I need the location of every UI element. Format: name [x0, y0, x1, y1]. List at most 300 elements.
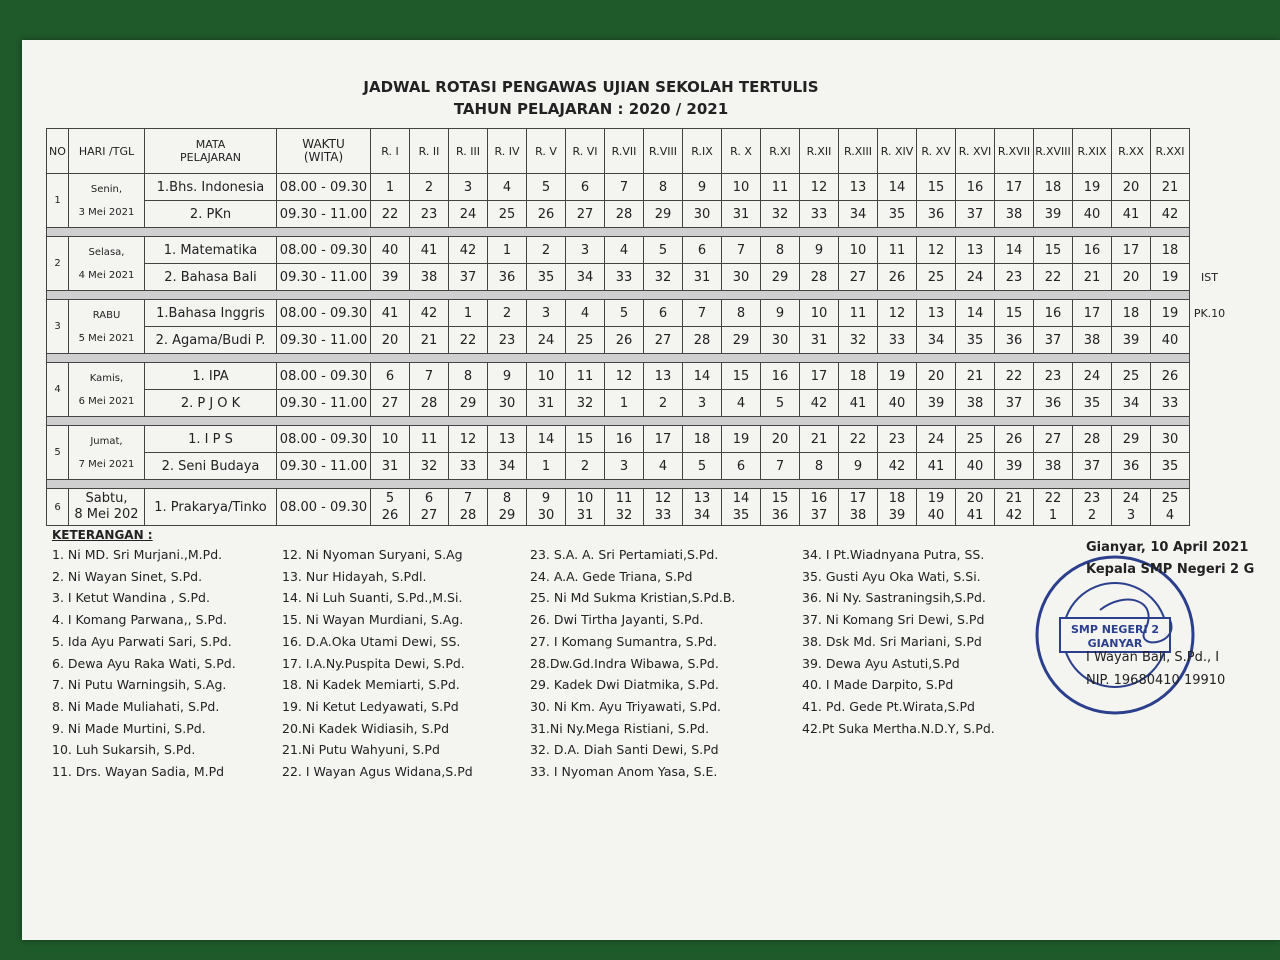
- room-cell: 2: [527, 237, 566, 264]
- time-session-1: 08.00 - 09.30: [277, 237, 371, 264]
- room-value-top: 17: [849, 491, 867, 506]
- time-session-1: 08.00 - 09.30: [277, 363, 371, 390]
- day-date: 7 Mei 2021: [78, 458, 135, 470]
- room-cell: 26: [1151, 363, 1190, 390]
- room-cell: 41: [917, 453, 956, 480]
- side-note: [1190, 426, 1230, 453]
- header-room: R. XIV: [878, 129, 917, 174]
- room-cell: 37: [1034, 327, 1073, 354]
- legend-entry: 9. Ni Made Murtini, S.Pd.: [52, 720, 206, 736]
- side-note: [1190, 327, 1230, 354]
- room-cell: 19: [878, 363, 917, 390]
- room-cell: 9: [800, 237, 839, 264]
- room-cell: 20: [1112, 174, 1151, 201]
- room-cell: 19: [1151, 264, 1190, 291]
- room-cell: [1073, 489, 1112, 526]
- legend-heading: KETERANGAN :: [52, 528, 153, 542]
- day-name: Jumat,: [90, 435, 123, 447]
- room-value-bottom: 4: [1165, 508, 1175, 523]
- room-value-top: 9: [541, 491, 551, 506]
- room-value-bottom: 36: [771, 508, 789, 523]
- room-value-bottom: 2: [1087, 508, 1097, 523]
- room-value-top: 7: [463, 491, 473, 506]
- room-cell: 28: [1073, 426, 1112, 453]
- room-cell: 32: [644, 264, 683, 291]
- room-cell: 18: [839, 363, 878, 390]
- room-cell: 18: [1112, 300, 1151, 327]
- subject-session-1: 1.Bhs. Indonesia: [145, 174, 277, 201]
- room-cell: 16: [605, 426, 644, 453]
- legend-entry: 26. Dwi Tirtha Jayanti, S.Pd.: [530, 612, 704, 628]
- room-cell: 31: [527, 390, 566, 417]
- side-note: [1190, 489, 1230, 526]
- schedule-table: [46, 128, 1230, 526]
- room-value-bottom: 41: [966, 508, 984, 523]
- room-cell: 41: [410, 237, 449, 264]
- room-cell: 14: [683, 363, 722, 390]
- room-value-top: 25: [1161, 491, 1179, 506]
- room-value-top: 11: [615, 491, 633, 506]
- room-cell: 5: [605, 300, 644, 327]
- legend-entry: 16. D.A.Oka Utami Dewi, SS.: [282, 633, 461, 649]
- room-cell: [488, 489, 527, 526]
- room-cell: 1: [488, 237, 527, 264]
- document-subtitle: TAHUN PELAJARAN : 2020 / 2021: [453, 100, 729, 118]
- room-value-top: 12: [654, 491, 672, 506]
- room-cell: 12: [605, 363, 644, 390]
- room-cell: 31: [800, 327, 839, 354]
- room-value-top: 14: [732, 491, 750, 506]
- room-cell: 1: [371, 174, 410, 201]
- room-cell: 22: [1034, 264, 1073, 291]
- room-cell: [683, 489, 722, 526]
- time-session-2: 09.30 - 11.00: [277, 201, 371, 228]
- side-note: IST: [1201, 270, 1218, 284]
- legend-entry: 36. Ni Ny. Sastraningsih,S.Pd.: [802, 590, 986, 606]
- room-cell: 35: [956, 327, 995, 354]
- room-cell: 42: [878, 453, 917, 480]
- room-cell: 6: [722, 453, 761, 480]
- table-row: [47, 237, 1230, 264]
- room-value-top: 10: [576, 491, 594, 506]
- signature-place-date: Gianyar, 10 April 2021: [1086, 540, 1249, 555]
- time-session-2: 09.30 - 11.00: [277, 453, 371, 480]
- room-cell: 4: [605, 237, 644, 264]
- separator-cell: [47, 228, 1190, 237]
- subject-session-1: 1. Prakarya/Tinko: [145, 489, 277, 526]
- table-row: [47, 363, 1230, 390]
- room-cell: 25: [488, 201, 527, 228]
- room-cell: 25: [1112, 363, 1151, 390]
- room-cell: 22: [449, 327, 488, 354]
- header-room: R. IV: [488, 129, 527, 174]
- subject-session-2: 2. Agama/Budi P.: [145, 327, 277, 354]
- room-cell: 30: [488, 390, 527, 417]
- room-cell: 29: [644, 201, 683, 228]
- room-cell: 39: [1112, 327, 1151, 354]
- room-cell: 27: [839, 264, 878, 291]
- legend-entry: 8. Ni Made Muliahati, S.Pd.: [52, 698, 220, 714]
- row-separator: [47, 354, 1230, 363]
- row-separator: [47, 480, 1230, 489]
- room-cell: 10: [722, 174, 761, 201]
- room-cell: 15: [995, 300, 1034, 327]
- side-note: [1190, 390, 1230, 417]
- room-cell: 3: [527, 300, 566, 327]
- room-cell: 39: [995, 453, 1034, 480]
- room-cell: 19: [722, 426, 761, 453]
- room-cell: 17: [800, 363, 839, 390]
- time-session-1: 08.00 - 09.30: [277, 489, 371, 526]
- room-cell: [566, 489, 605, 526]
- side-note: [1190, 453, 1230, 480]
- header-no: NO: [47, 129, 69, 174]
- legend-entry: 15. Ni Wayan Murdiani, S.Ag.: [282, 612, 464, 628]
- header-room: R. I: [371, 129, 410, 174]
- room-cell: [878, 489, 917, 526]
- room-cell: 24: [449, 201, 488, 228]
- legend-entry: 24. A.A. Gede Triana, S.Pd: [530, 568, 693, 584]
- room-cell: 5: [527, 174, 566, 201]
- room-cell: 16: [761, 363, 800, 390]
- room-cell: 18: [1034, 174, 1073, 201]
- room-cell: 15: [1034, 237, 1073, 264]
- legend-entry: 19. Ni Ketut Ledyawati, S.Pd: [282, 698, 459, 714]
- room-cell: 15: [722, 363, 761, 390]
- room-cell: 36: [1112, 453, 1151, 480]
- room-value-bottom: 42: [1005, 508, 1023, 523]
- room-cell: 35: [878, 201, 917, 228]
- room-cell: 11: [761, 174, 800, 201]
- header-subject: MATA PELAJARAN: [145, 129, 277, 174]
- legend-entry: 28.Dw.Gd.Indra Wibawa, S.Pd.: [530, 655, 719, 671]
- room-cell: 22: [371, 201, 410, 228]
- room-cell: 36: [488, 264, 527, 291]
- room-cell: 35: [527, 264, 566, 291]
- day-date: 8 Mei 202: [74, 507, 139, 522]
- room-cell: 38: [1073, 327, 1112, 354]
- room-cell: 36: [1034, 390, 1073, 417]
- room-cell: [644, 489, 683, 526]
- time-session-1: 08.00 - 09.30: [277, 426, 371, 453]
- room-cell: 9: [488, 363, 527, 390]
- signature-position: Kepala SMP Negeri 2 G: [1086, 562, 1255, 577]
- legend-entry: 12. Ni Nyoman Suryani, S.Ag: [282, 547, 463, 562]
- room-cell: 6: [566, 174, 605, 201]
- room-cell: 33: [605, 264, 644, 291]
- room-cell: 30: [683, 201, 722, 228]
- room-value-bottom: 40: [927, 508, 945, 523]
- room-cell: 20: [1112, 264, 1151, 291]
- room-cell: 3: [449, 174, 488, 201]
- room-cell: 16: [1073, 237, 1112, 264]
- room-cell: 11: [410, 426, 449, 453]
- room-cell: 20: [761, 426, 800, 453]
- header-room: R.XI: [761, 129, 800, 174]
- room-cell: 14: [956, 300, 995, 327]
- room-cell: 33: [878, 327, 917, 354]
- day-cell: [69, 174, 145, 228]
- legend-entry: 27. I Komang Sumantra, S.Pd.: [530, 633, 718, 649]
- room-cell: 25: [917, 264, 956, 291]
- header-room: R. III: [449, 129, 488, 174]
- room-cell: 11: [566, 363, 605, 390]
- legend-entry: 31.Ni Ny.Mega Ristiani, S.Pd.: [530, 720, 710, 736]
- room-cell: 20: [371, 327, 410, 354]
- room-cell: [839, 489, 878, 526]
- room-cell: 3: [605, 453, 644, 480]
- room-cell: 13: [488, 426, 527, 453]
- side-note: [1190, 201, 1230, 228]
- room-value-top: 8: [502, 491, 512, 506]
- svg-text:GIANYAR: GIANYAR: [1087, 637, 1143, 650]
- legend-column-1: [52, 544, 236, 783]
- day-number: 4: [47, 363, 69, 417]
- room-cell: 21: [410, 327, 449, 354]
- room-value-bottom: 1: [1048, 508, 1058, 523]
- header-room: R. XVI: [956, 129, 995, 174]
- room-cell: 30: [1151, 426, 1190, 453]
- room-cell: 11: [878, 237, 917, 264]
- day-name: Selasa,: [88, 246, 125, 258]
- legend-entry: 40. I Made Darpito, S.Pd: [802, 677, 954, 693]
- room-cell: 27: [644, 327, 683, 354]
- table-row: [47, 201, 1230, 228]
- room-cell: [449, 489, 488, 526]
- legend-entry: 18. Ni Kadek Memiarti, S.Pd.: [282, 677, 460, 693]
- room-cell: 26: [995, 426, 1034, 453]
- room-cell: 24: [527, 327, 566, 354]
- room-cell: 12: [800, 174, 839, 201]
- table-row: [47, 426, 1230, 453]
- room-cell: 22: [995, 363, 1034, 390]
- document-title: JADWAL ROTASI PENGAWAS UJIAN SEKOLAH TERTULIS: [363, 78, 819, 96]
- day-number: 6: [47, 489, 69, 526]
- day-cell: [69, 363, 145, 417]
- room-cell: 19: [1151, 300, 1190, 327]
- legend-entry: 34. I Pt.Wiadnyana Putra, SS.: [802, 547, 985, 562]
- legend-entry: 3. I Ketut Wandina , S.Pd.: [52, 590, 210, 606]
- room-cell: 12: [449, 426, 488, 453]
- legend-entry: 4. I Komang Parwana,, S.Pd.: [52, 612, 227, 628]
- room-cell: 2: [488, 300, 527, 327]
- day-name: Kamis,: [89, 372, 124, 384]
- side-note: [1190, 174, 1230, 201]
- row-separator: [47, 228, 1230, 237]
- room-cell: 21: [1073, 264, 1112, 291]
- separator-cell: [47, 480, 1190, 489]
- room-cell: 14: [995, 237, 1034, 264]
- room-cell: [722, 489, 761, 526]
- room-cell: 26: [878, 264, 917, 291]
- subject-session-2: 2. Bahasa Bali: [145, 264, 277, 291]
- room-cell: 12: [878, 300, 917, 327]
- table-row: [47, 489, 1230, 526]
- time-session-1: 08.00 - 09.30: [277, 174, 371, 201]
- room-cell: 24: [956, 264, 995, 291]
- room-cell: 34: [488, 453, 527, 480]
- room-cell: 36: [917, 201, 956, 228]
- room-cell: 17: [995, 174, 1034, 201]
- room-cell: 23: [488, 327, 527, 354]
- day-date: 3 Mei 2021: [78, 206, 135, 218]
- subject-session-2: 2. Seni Budaya: [145, 453, 277, 480]
- signature-nip: NIP. 19680410 19910: [1086, 673, 1226, 688]
- room-cell: 36: [995, 327, 1034, 354]
- room-cell: 17: [1073, 300, 1112, 327]
- legend-entry: 32. D.A. Diah Santi Dewi, S.Pd: [530, 742, 719, 758]
- time-session-2: 09.30 - 11.00: [277, 327, 371, 354]
- legend-entry: 38. Dsk Md. Sri Mariani, S.Pd: [802, 633, 982, 649]
- legend-entry: 14. Ni Luh Suanti, S.Pd.,M.Si.: [282, 590, 463, 606]
- room-cell: 28: [605, 201, 644, 228]
- room-cell: 30: [761, 327, 800, 354]
- header-room: R.IX: [683, 129, 722, 174]
- room-cell: 27: [566, 201, 605, 228]
- room-cell: [371, 489, 410, 526]
- room-cell: 29: [449, 390, 488, 417]
- room-cell: 8: [761, 237, 800, 264]
- room-cell: 7: [410, 363, 449, 390]
- header-room: R. II: [410, 129, 449, 174]
- room-cell: 34: [839, 201, 878, 228]
- room-cell: 9: [683, 174, 722, 201]
- room-cell: 40: [1151, 327, 1190, 354]
- subject-session-2: 2. P J O K: [145, 390, 277, 417]
- header-blank: [1190, 129, 1230, 174]
- room-cell: 8: [800, 453, 839, 480]
- room-value-bottom: 31: [576, 508, 594, 523]
- room-cell: 38: [1034, 453, 1073, 480]
- legend-entry: 6. Dewa Ayu Raka Wati, S.Pd.: [52, 655, 236, 671]
- room-cell: 29: [1112, 426, 1151, 453]
- room-cell: 25: [566, 327, 605, 354]
- room-cell: 38: [995, 201, 1034, 228]
- legend-entry: 23. S.A. A. Sri Pertamiati,S.Pd.: [530, 547, 719, 562]
- room-cell: 2: [644, 390, 683, 417]
- room-cell: 42: [1151, 201, 1190, 228]
- day-date: 5 Mei 2021: [78, 332, 135, 344]
- room-cell: 41: [839, 390, 878, 417]
- room-cell: 13: [644, 363, 683, 390]
- header-room: R.VIII: [644, 129, 683, 174]
- room-cell: 31: [371, 453, 410, 480]
- room-cell: 7: [761, 453, 800, 480]
- separator-cell: [47, 354, 1190, 363]
- row-separator: [47, 291, 1230, 300]
- room-cell: 7: [722, 237, 761, 264]
- room-value-top: 18: [888, 491, 906, 506]
- day-date: 4 Mei 2021: [78, 269, 135, 281]
- header-day: HARI /TGL: [69, 129, 145, 174]
- room-cell: 1: [449, 300, 488, 327]
- room-cell: 21: [800, 426, 839, 453]
- room-cell: 38: [956, 390, 995, 417]
- side-note: [1190, 237, 1230, 264]
- legend-column-3: [530, 544, 735, 783]
- room-cell: [761, 489, 800, 526]
- room-value-top: 23: [1083, 491, 1101, 506]
- room-cell: 1: [605, 390, 644, 417]
- table-row: [47, 174, 1230, 201]
- room-cell: 21: [956, 363, 995, 390]
- room-cell: 7: [683, 300, 722, 327]
- room-value-bottom: 38: [849, 508, 867, 523]
- room-cell: 34: [917, 327, 956, 354]
- room-cell: 17: [1112, 237, 1151, 264]
- header-room: R.VII: [605, 129, 644, 174]
- room-value-top: 5: [385, 491, 395, 506]
- day-name: Sabtu,: [85, 491, 128, 506]
- room-cell: 35: [1073, 390, 1112, 417]
- room-value-top: 13: [693, 491, 711, 506]
- room-cell: 32: [410, 453, 449, 480]
- room-cell: 2: [410, 174, 449, 201]
- room-cell: 6: [644, 300, 683, 327]
- room-value-bottom: 28: [459, 508, 477, 523]
- room-cell: 40: [371, 237, 410, 264]
- legend-entry: 11. Drs. Wayan Sadia, M.Pd: [52, 764, 225, 780]
- day-name: Senin,: [90, 183, 123, 195]
- room-cell: 41: [1112, 201, 1151, 228]
- header-room: R. XV: [917, 129, 956, 174]
- legend-entry: 41. Pd. Gede Pt.Wirata,S.Pd: [802, 698, 975, 714]
- day-date: 6 Mei 2021: [78, 395, 135, 407]
- header-room: R.XX: [1112, 129, 1151, 174]
- legend-column-4: [802, 544, 995, 739]
- room-cell: 33: [800, 201, 839, 228]
- room-cell: 27: [1034, 426, 1073, 453]
- room-cell: 37: [1073, 453, 1112, 480]
- legend-entry: 37. Ni Komang Sri Dewi, S.Pd: [802, 612, 985, 628]
- day-number: 1: [47, 174, 69, 228]
- room-value-bottom: 33: [654, 508, 672, 523]
- room-cell: 40: [1073, 201, 1112, 228]
- header-room: R.XVII: [995, 129, 1034, 174]
- room-cell: 4: [722, 390, 761, 417]
- room-cell: 10: [800, 300, 839, 327]
- day-number: 2: [47, 237, 69, 291]
- header-room: R. VI: [566, 129, 605, 174]
- room-value-bottom: 27: [420, 508, 438, 523]
- day-cell: [69, 300, 145, 354]
- room-cell: 23: [410, 201, 449, 228]
- legend-entry: 35. Gusti Ayu Oka Wati, S.Si.: [802, 568, 981, 584]
- room-value-top: 22: [1044, 491, 1062, 506]
- room-cell: 6: [371, 363, 410, 390]
- room-cell: 3: [683, 390, 722, 417]
- room-cell: 28: [410, 390, 449, 417]
- room-value-bottom: 29: [498, 508, 516, 523]
- legend-entry: 42.Pt Suka Mertha.N.D.Y, S.Pd.: [802, 720, 995, 736]
- subject-session-1: 1. IPA: [145, 363, 277, 390]
- header-room: R. X: [722, 129, 761, 174]
- side-note: PK.10: [1193, 306, 1226, 320]
- room-cell: 26: [527, 201, 566, 228]
- room-value-bottom: 3: [1126, 508, 1136, 523]
- room-value-top: 16: [810, 491, 828, 506]
- legend-entry: 10. Luh Sukarsih, S.Pd.: [52, 742, 196, 758]
- room-cell: 37: [449, 264, 488, 291]
- signature-name: I Wayan Bali, S.Pd., I: [1086, 650, 1220, 665]
- room-cell: 34: [1112, 390, 1151, 417]
- room-value-bottom: 32: [615, 508, 633, 523]
- room-cell: 32: [761, 201, 800, 228]
- table-row: [47, 453, 1230, 480]
- room-value-top: 20: [966, 491, 984, 506]
- room-cell: 28: [800, 264, 839, 291]
- day-cell: [69, 237, 145, 291]
